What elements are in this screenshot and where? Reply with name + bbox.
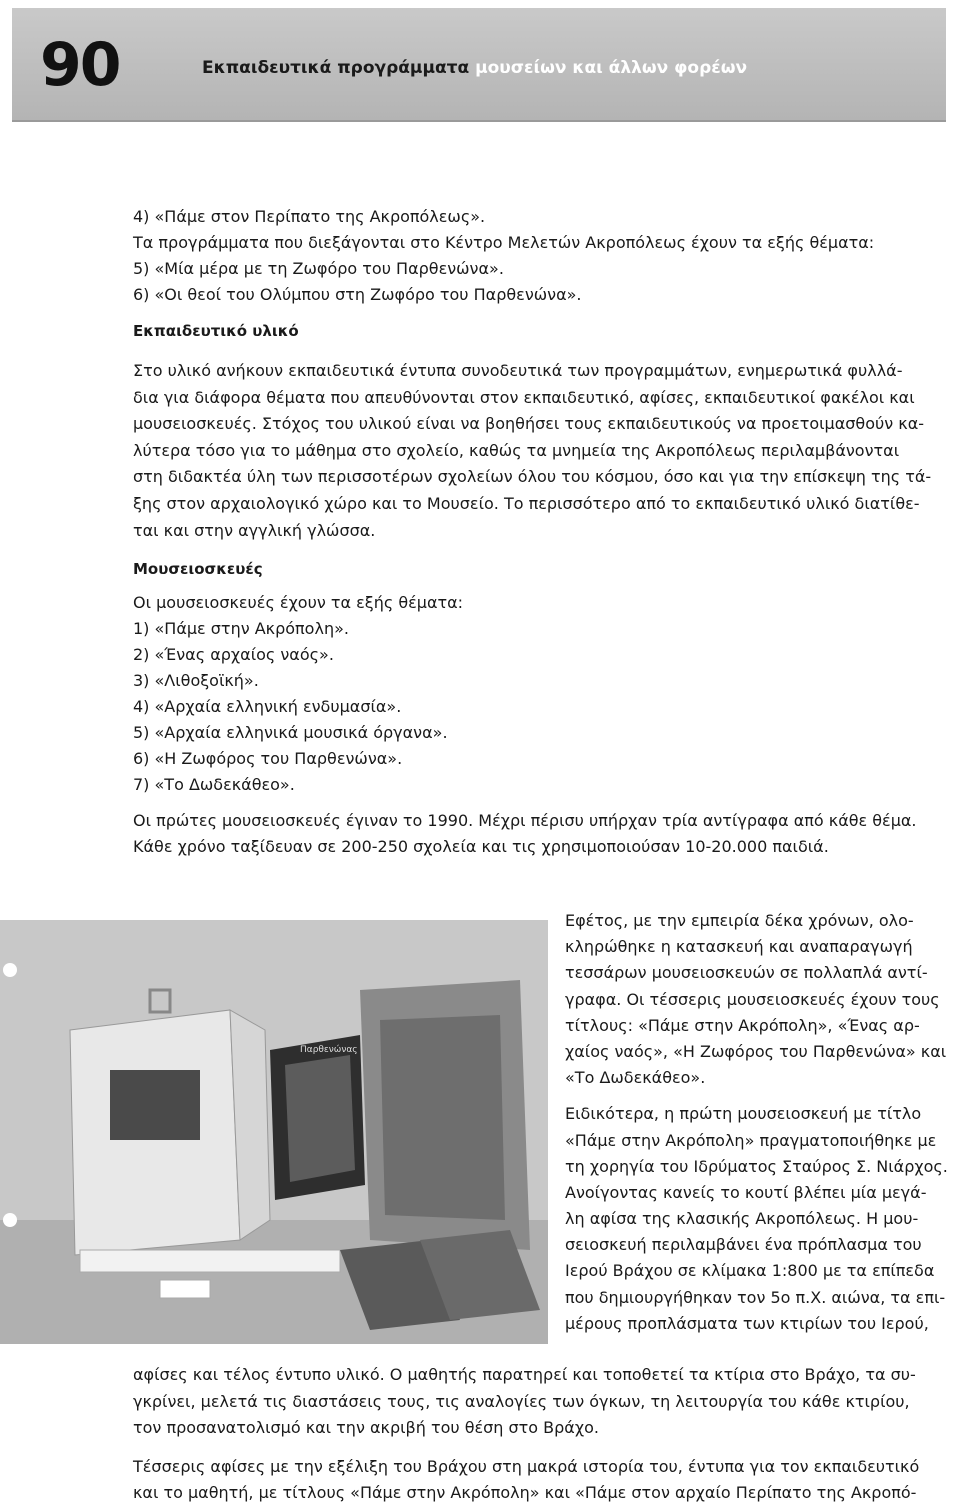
summary-line: Οι πρώτες μουσειοσκευές έγιναν το 1990. Μέχρι πέρισυ υπήρχαν τρία αντίγραφα από κάθε θέμα. [133,811,917,831]
page-header [12,8,946,122]
list-item: 2) «Ένας αρχαίος ναός». [133,645,334,665]
educational-material-paragraph [133,358,959,544]
museum-kit-illustration [0,920,548,1344]
paragraph-line: σειοσκευή περιλαμβάνει ένα πρόπλασμα του [565,1235,922,1255]
paragraph-line: Εφέτος, με την εμπειρία δέκα χρόνων, ολο- [565,911,914,930]
paragraph-line: τεσσάρων μουσειοσκευών σε πολλαπλά αντί- [565,963,928,983]
bottom-text [133,1362,959,1507]
paragraph-line: λύτερα τόσο για το μάθημα στο σχολείο, καθώς τα μνημεία της Ακροπόλεως περιλαμβάνονται [133,440,900,460]
paragraph-line: γραφα. Οι τέσσερις μουσειοσκευές έχουν τους [565,989,940,1009]
paragraph-line: μέρους προπλάσματα των κτιρίων του Ιερού, [565,1313,929,1333]
intro-line: Τα προγράμματα που διεξάγονται στο Κέντρο Μελετών Ακροπόλεως έχουν τα εξής θέματα: [133,233,875,252]
paragraph-line: ξης στον αρχαιολογικό χώρο και το Μουσείο. Το περισσότερο από το εκπαιδευτικό υλικό διατίθε- [133,493,920,513]
paragraph-line: και το μαθητή, με τίτλους «Πάμε στην Ακρόπολη» και «Πάμε στον αρχαίο Περίπατο της Ακροπό- [133,1483,917,1503]
list-item: 6) «Η Ζωφόρος του Παρθενώνα». [133,749,403,769]
paragraph-line: «Το Δωδεκάθεο». [565,1068,706,1088]
header-title [202,56,747,80]
paragraph-line: που δημιουργήθηκαν τον 5ο π.Χ. αιώνα, τα επι- [565,1287,946,1307]
paragraph-line: γκρίνει, μελετά τις διαστάσεις τους, τις αναλογίες των όγκων, τη λειτουργία του κάθε κτιρίου, [133,1391,910,1411]
paragraph-line: λη αφίσα της κλασικής Ακροπόλεως. Η μου- [565,1209,919,1229]
list-item: 7) «Το Δωδεκάθεο». [133,775,295,795]
paragraph-line: στη διδακτέα ύλη των περισσοτέρων σχολείων όλου του κόσμου, όσο και για την επίσκεψη της τά- [133,467,932,487]
intro-line: 6) «Οι θεοί του Ολύμπου στη Ζωφόρο του Παρθενώνα». [133,285,582,304]
section-heading-educational-material: Εκπαιδευτικό υλικό [133,322,299,340]
intro-line: 5) «Μία μέρα με τη Ζωφόρο του Παρθενώνα». [133,259,504,278]
paragraph-line: τον προσανατολισμό και την ακριβή του θέση στο Βράχο. [133,1418,599,1438]
list-item: 1) «Πάμε στην Ακρόπολη». [133,619,349,639]
paragraph-line: μουσειοσκευές. Στόχος του υλικού είναι να βοηθήσει τους εκπαιδευτικούς να προετοιμασθούν κα- [133,414,925,434]
paragraph-line: δια για διάφορα θέματα που απευθύνονται στον εκπαιδευτικό, αφίσες, εκπαιδευτικοί φακέλοι και [133,387,915,407]
paragraph-line: αφίσες και τέλος έντυπο υλικό. Ο μαθητής παρατηρεί και τοποθετεί τα κτίρια στο Βράχο, τα συ- [133,1365,916,1384]
paragraph-line: Στο υλικό ανήκουν εκπαιδευτικά έντυπα συνοδευτικά των προγραμμάτων, ενημερωτικά φυλλά- [133,361,903,380]
header-title-dark: Εκπαιδευτικά προγράμματα [202,58,470,78]
right-column-text [565,908,958,1337]
paragraph-line: τίτλους: «Πάμε στην Ακρόπολη», «Ένας αρ- [565,1015,920,1035]
intro-line: 4) «Πάμε στον Περίπατο της Ακροπόλεως». [133,207,486,226]
paragraph-line: τη χορηγία του Ιδρύματος Σταύρος Σ. Νιάρχος. [565,1156,948,1176]
list-item: 4) «Αρχαία ελληνική ενδυμασία». [133,697,402,717]
paragraph-line: Τέσσερις αφίσες με την εξέλιξη του Βράχου στη μακρά ιστορία του, έντυπα για τον εκπαιδευτικό [133,1456,920,1476]
section-heading-museum-kits: Μουσειοσκευές [133,560,263,579]
summary-line: Κάθε χρόνο ταξίδευαν σε 200-250 σχολεία και τις χρησιμοποιούσαν 10-20.000 παιδιά. [133,837,829,857]
museum-kit-photo [0,920,548,1344]
book-title: Παρθενώνας [300,1045,358,1055]
list-item: 5) «Αρχαία ελληνικά μουσικά όργανα». [133,723,448,743]
museum-kits-intro: Οι μουσειοσκευές έχουν τα εξής θέματα: [133,593,464,613]
list-item: 3) «Λιθοξοϊκή». [133,671,259,691]
paragraph-line: Ανοίγοντας κανείς το κουτί βλέπει μία μεγά- [565,1182,927,1202]
header-title-light: μουσείων και άλλων φορέων [475,58,748,78]
paragraph-line: Ιερού Βράχου σε κλίμακα 1:800 με τα επίπεδα [565,1261,935,1281]
paragraph-line: κληρώθηκε η κατασκευή και αναπαραγωγή [565,937,913,957]
paragraph-line: «Πάμε στην Ακρόπολη» πραγματοποιήθηκε με [565,1130,937,1150]
paragraph-line: ται και στην αγγλική γλώσσα. [133,520,376,540]
paragraph-line: Ειδικότερα, η πρώτη μουσειοσκευή με τίτλο [565,1104,922,1124]
page-number: 90 [40,30,120,100]
paragraph-line: χαίος ναός», «Η Ζωφόρος του Παρθενώνα» και [565,1041,947,1061]
main-content [133,204,959,860]
